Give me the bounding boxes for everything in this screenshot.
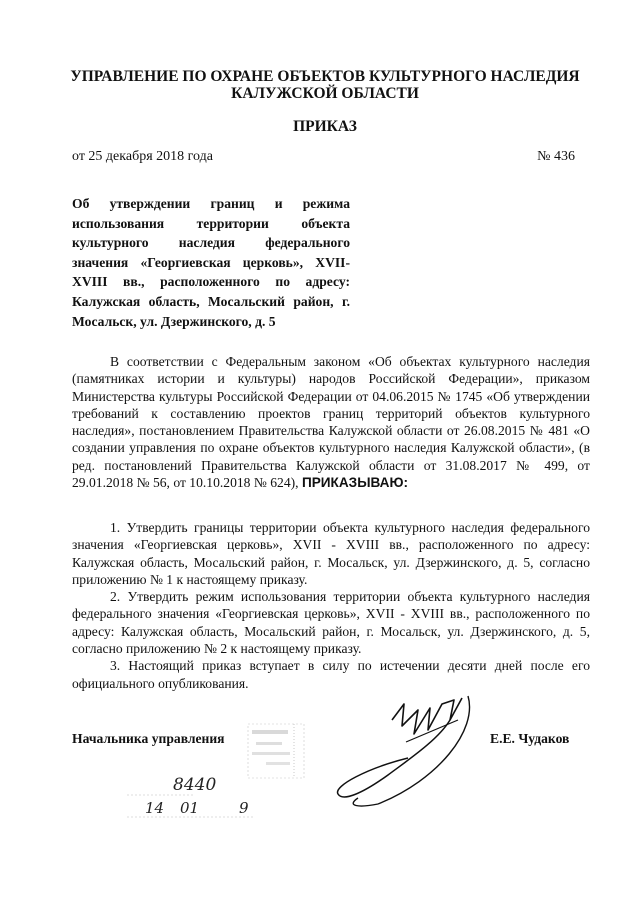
issuer-header bbox=[60, 68, 590, 102]
order-item-3: 3. Настоящий приказ вступает в силу по истечении десяти дней после его официального опубликования. bbox=[72, 658, 590, 691]
registration-handwriting bbox=[125, 773, 265, 823]
order-title: ПРИКАЗ bbox=[293, 118, 357, 135]
order-subject: Об утверждении границ и режима использования территории объекта культурного наследия федерального значения «Георгиевская церковь», XVII-XVIII вв., расположенного по адресу: Калужская область, Мосальский район, г. Мосальск, ул. Дзержинского, д. 5 bbox=[72, 196, 350, 329]
order-date: от 25 декабря 2018 года bbox=[72, 149, 213, 164]
order-number: № 436 bbox=[537, 149, 575, 164]
preamble-block bbox=[72, 353, 590, 491]
registration-stamp bbox=[246, 722, 306, 780]
issuer-line-2: КАЛУЖСКОЙ ОБЛАСТИ bbox=[231, 85, 419, 102]
prikazyvayu-word: ПРИКАЗЫВАЮ: bbox=[301, 475, 409, 491]
order-items bbox=[72, 519, 590, 692]
registration-month: 01 bbox=[180, 799, 200, 817]
issuer-line-1: УПРАВЛЕНИЕ ПО ОХРАНЕ ОБЪЕКТОВ КУЛЬТУРНОГО НАСЛЕДИЯ bbox=[70, 68, 580, 85]
handwritten-signature bbox=[318, 690, 493, 810]
signer-name: Е.Е. Чудаков bbox=[490, 731, 570, 746]
registration-day: 14 bbox=[145, 799, 165, 817]
order-item-1: 1. Утвердить границы территории объекта культурного наследия федерального значения «Георгиевская церковь», XVII - XVIII вв., расположенного по адресу: Калужская область, Мосальский район, г. Мосальск, ул. Дзержинского, д. 5, согласно приложению № 1 к настоящему приказу. bbox=[72, 520, 590, 587]
signer-position: Начальника управления bbox=[72, 731, 225, 746]
order-item-2: 2. Утвердить режим использования территории объекта культурного наследия федерального значения «Георгиевская церковь», XVII - XVIII вв., расположенного по адресу: Калужская область, Мосальский район, г. Мосальск, ул. Дзержинского, д. 5, согласно приложению № 2 к настоящему приказу. bbox=[72, 589, 590, 657]
preamble-text: В соответствии с Федеральным законом «Об объектах культурного наследия (памятниках истории и культуры) народов Российской Федерации», приказом Министерства культуры Российской Федерации от 04.06.2015 № 1745 «Об утверждении требований к составлению проектов границ территорий объектов культурного наследия», постановлением Правительства Калужской области от 26.08.2015 № 481 «О создании управления по охране объектов культурного наследия Калужской области», (в ред. постановлений Правительства Калужской области от 31.08.2017 № 499, от 29.01.2018 № 56, от 10.10.2018 № 624), bbox=[72, 354, 590, 491]
registration-year-suffix: 9 bbox=[239, 799, 249, 817]
registration-number: 8440 bbox=[173, 775, 217, 795]
